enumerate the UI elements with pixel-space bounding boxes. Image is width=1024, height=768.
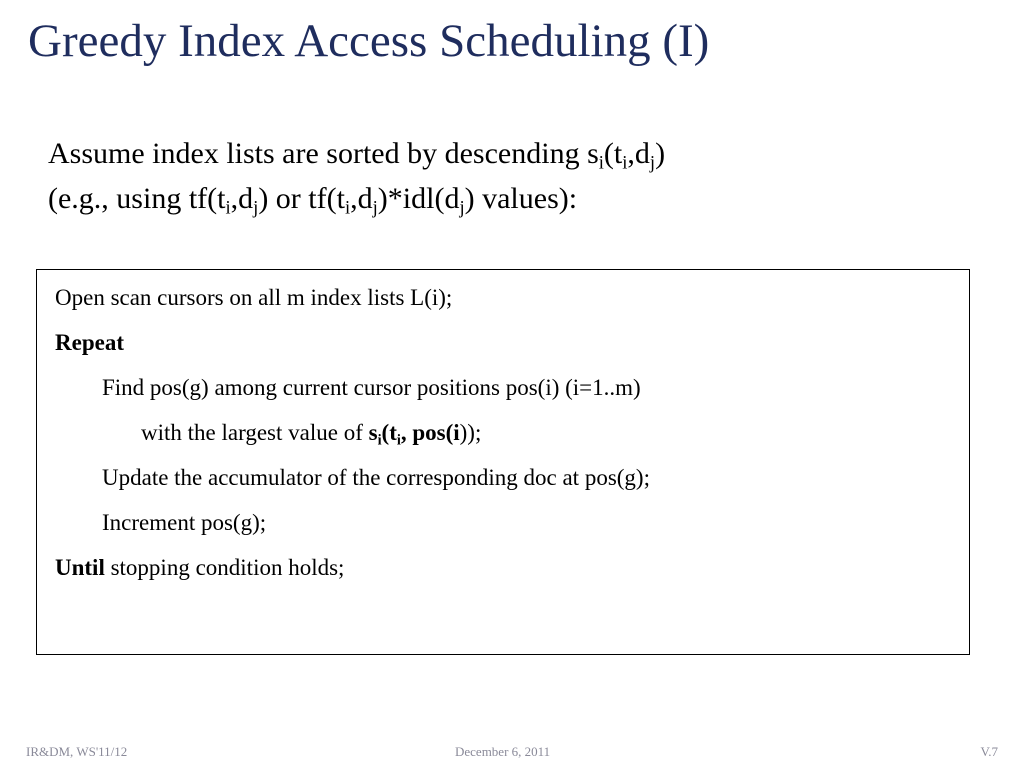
intro-line-1: Assume index lists are sorted by descending $s_i(t_i,d_j)$ [48, 137, 666, 174]
footer-date: December 6, 2011 [455, 744, 551, 759]
algorithm-box [36, 269, 970, 655]
algorithm-line-open-cursors: Open scan cursors on all m index lists L(i); [55, 285, 453, 310]
algorithm-line-repeat: Repeat [55, 330, 124, 355]
algorithm-line-increment: Increment pos(g); [102, 510, 267, 535]
algorithm-line-find-pos: Find pos(g) among current cursor positions pos(i) (i=1..m) [102, 375, 641, 400]
footer-course: IR&DM, WS'11/12 [26, 744, 128, 759]
intro-text [48, 131, 665, 221]
algorithm-line-update-accumulator: Update the accumulator of the corresponding doc at pos(g); [102, 465, 650, 490]
algorithm-line-largest-value: with the largest value of $s_i(t_i$, pos(i)); [141, 420, 482, 449]
slide-title: Greedy Index Access Scheduling (I) [28, 15, 710, 67]
algorithm-line-until: Until stopping condition holds; [55, 555, 345, 580]
footer-slide-number: V.7 [980, 744, 998, 759]
intro-line-2: (e.g., using $tf(t_i,d_j)$ or $tf(t_i,d_j)*idl(d_j)$ values): [48, 182, 578, 219]
